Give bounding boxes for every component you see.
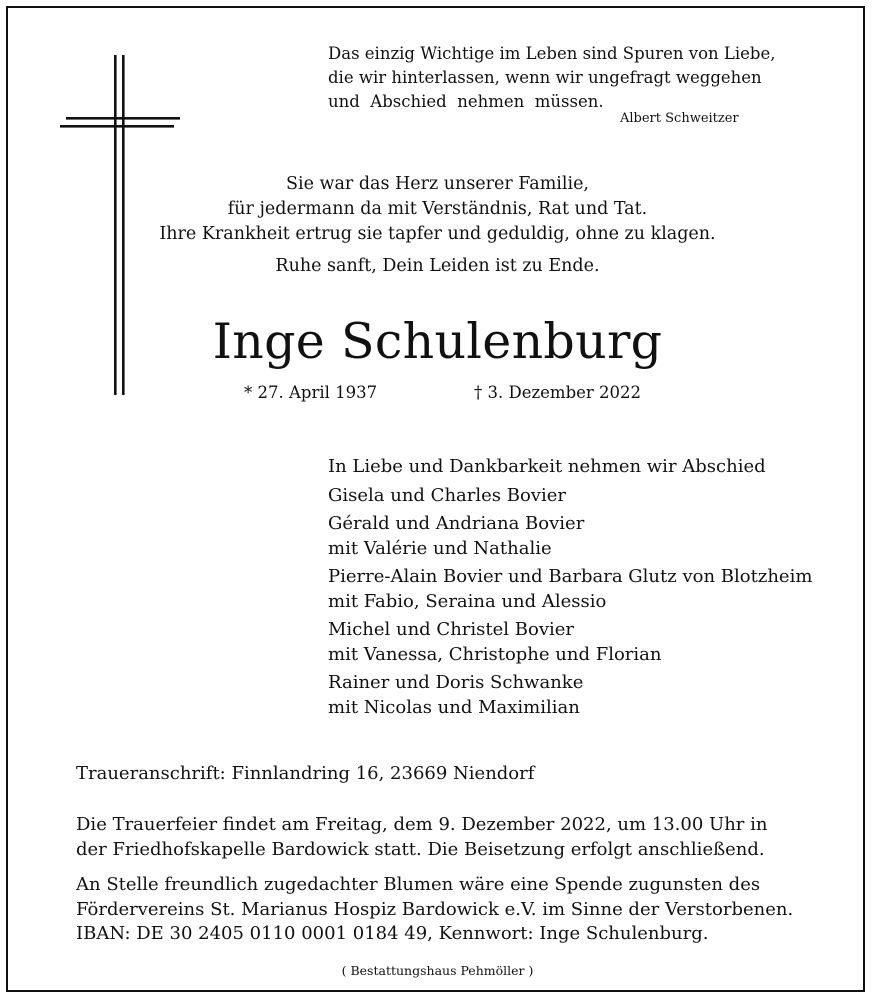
death-date: † 3. Dezember 2022 xyxy=(474,383,642,402)
undertaker-name: ( Bestattungshaus Pehmöller ) xyxy=(341,963,534,978)
ceremony-line: Die Trauerfeier findet am Freitag, dem 9. Dezember 2022, um 13.00 Uhr in xyxy=(76,814,768,835)
donation-line: An Stelle freundlich zugedachter Blumen wäre eine Spende zugunsten des xyxy=(76,874,761,895)
family-intro: In Liebe und Dankbarkeit nehmen wir Abschied xyxy=(328,456,766,477)
birth-date: * 27. April 1937 xyxy=(244,383,378,402)
family-group xyxy=(328,671,812,720)
family-list xyxy=(328,455,812,724)
quote-author: Albert Schweitzer xyxy=(620,111,739,126)
family-line: Rainer und Doris Schwanke xyxy=(328,672,584,693)
family-line: mit Vanessa, Christophe und Florian xyxy=(328,643,662,665)
quote-line: die wir hinterlassen, wenn wir ungefragt weggehen xyxy=(328,68,762,87)
family-line: mit Fabio, Seraina und Alessio xyxy=(328,590,607,612)
ceremony-info xyxy=(76,813,767,862)
family-line: Michel und Christel Bovier xyxy=(328,619,574,640)
deceased-name: Inge Schulenburg xyxy=(212,313,663,370)
donation-line: Fördervereins St. Marianus Hospiz Bardowick e.V. im Sinne der Verstorbenen. xyxy=(76,898,794,920)
ceremony-line: der Friedhofskapelle Bardowick statt. Die Beisetzung erfolgt anschließend. xyxy=(76,838,765,860)
quote-line: Das einzig Wichtige im Leben sind Spuren von Liebe, xyxy=(328,44,776,63)
tribute-line: Sie war das Herz unserer Familie, xyxy=(285,174,589,194)
family-group xyxy=(328,484,812,509)
donation-info xyxy=(76,873,793,947)
family-line: mit Valérie und Nathalie xyxy=(328,537,552,559)
quote-line: und Abschied nehmen müssen. xyxy=(328,92,604,111)
tribute-line: für jedermann da mit Verständnis, Rat und Tat. xyxy=(227,199,648,219)
family-line: Pierre-Alain Bovier und Barbara Glutz von Blotzheim xyxy=(328,566,813,587)
family-group xyxy=(328,512,812,561)
family-group xyxy=(328,618,812,667)
donation-line: IBAN: DE 30 2405 0110 0001 0184 49, Kennwort: Inge Schulenburg. xyxy=(76,923,709,944)
family-group xyxy=(328,565,812,614)
family-line: mit Nicolas und Maximilian xyxy=(328,696,580,718)
mourning-address: Traueranschrift: Finnlandring 16, 23669 Niendorf xyxy=(76,763,535,784)
tribute-line: Ihre Krankheit ertrug sie tapfer und geduldig, ohne zu klagen. xyxy=(159,224,716,244)
quote xyxy=(328,42,776,114)
rest-line: Ruhe sanft, Dein Leiden ist zu Ende. xyxy=(275,256,600,276)
family-line: Gérald und Andriana Bovier xyxy=(328,513,585,534)
family-line: Gisela und Charles Bovier xyxy=(328,484,566,506)
tribute xyxy=(0,172,875,247)
